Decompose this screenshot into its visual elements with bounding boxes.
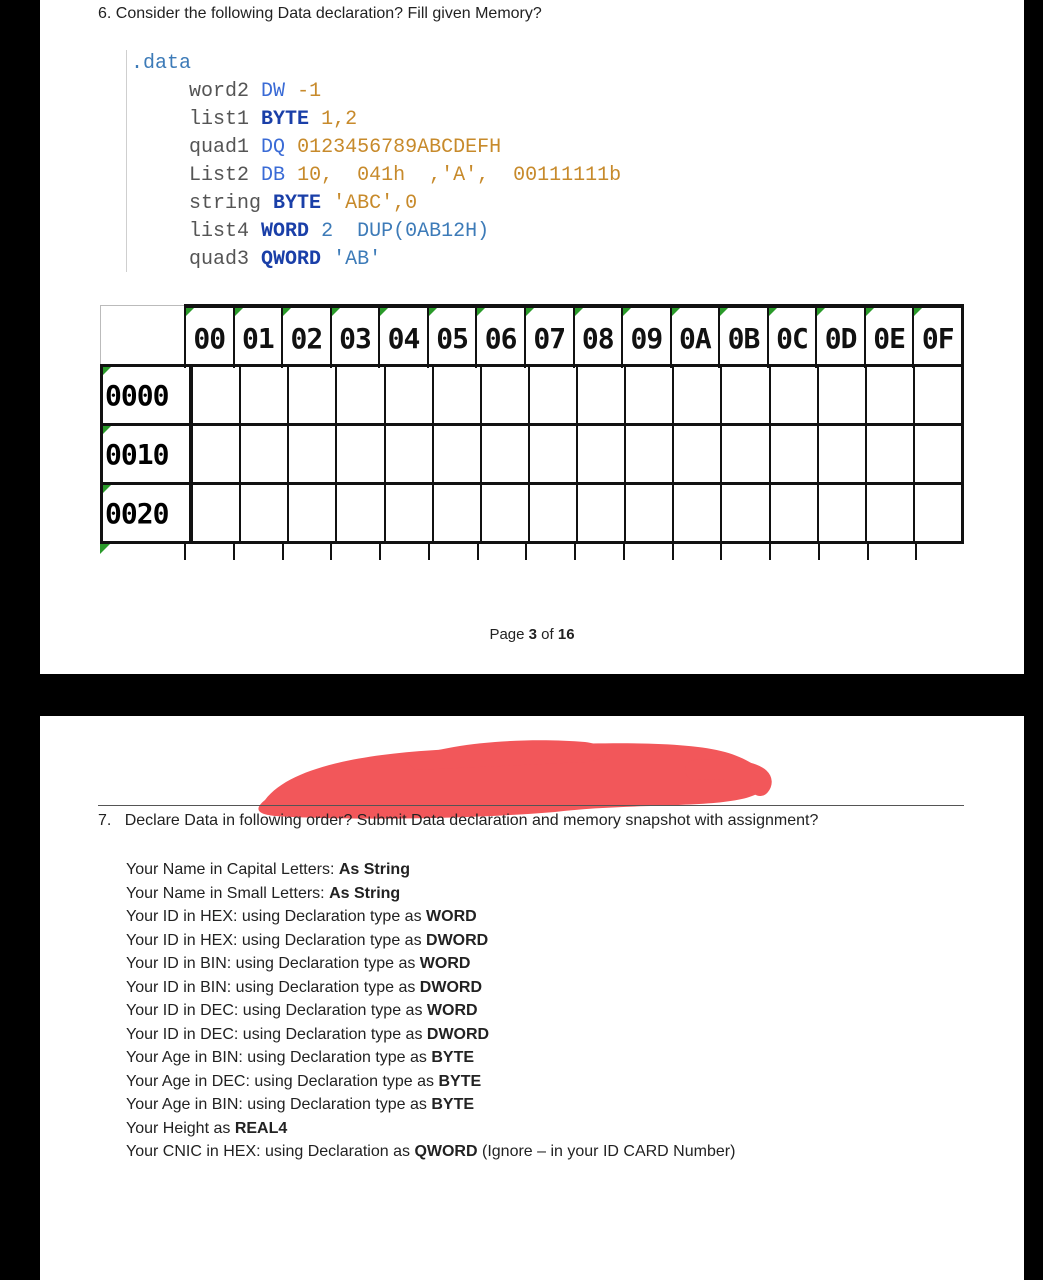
memory-cell bbox=[287, 367, 335, 423]
requirements-list bbox=[126, 858, 735, 1164]
requirement-item: Your ID in HEX: using Declaration type as DWORD bbox=[126, 931, 489, 949]
requirement-item: Your Age in BIN: using Declaration type as BYTE bbox=[126, 1096, 475, 1113]
memory-grid-bottom bbox=[100, 541, 964, 560]
memory-grid bbox=[100, 364, 964, 560]
memory-cell bbox=[432, 367, 480, 423]
memory-cell bbox=[672, 426, 720, 482]
memory-cell bbox=[913, 426, 964, 482]
requirement-item: Your Age in BIN: using Declaration type as BYTE bbox=[126, 1049, 475, 1066]
memory-cell bbox=[576, 426, 624, 482]
code-line: list1 BYTE 1,2 bbox=[189, 108, 358, 131]
memory-cell bbox=[624, 367, 672, 423]
column-header: 09 bbox=[621, 308, 670, 368]
memory-cell bbox=[287, 485, 335, 541]
memory-cell bbox=[769, 485, 817, 541]
row-address-label: 0000 bbox=[100, 367, 191, 423]
memory-cell bbox=[287, 426, 335, 482]
separator-line bbox=[98, 805, 964, 806]
memory-cell bbox=[624, 426, 672, 482]
column-header: 0D bbox=[815, 308, 864, 368]
column-header: 08 bbox=[573, 308, 622, 368]
memory-row bbox=[100, 482, 964, 541]
column-header: 0C bbox=[767, 308, 816, 368]
memory-cell bbox=[191, 485, 239, 541]
requirement-item: Your ID in BIN: using Declaration type as WORD bbox=[126, 955, 471, 972]
red-scribble-redaction bbox=[255, 730, 775, 822]
requirement-item: Your Height as REAL4 bbox=[126, 1119, 288, 1137]
memory-cell bbox=[335, 485, 383, 541]
code-line: quad3 QWORD 'AB' bbox=[189, 248, 382, 271]
memory-cell bbox=[239, 367, 287, 423]
table-corner bbox=[100, 305, 185, 365]
requirement-item: Your ID in DEC: using Declaration type as DWORD bbox=[126, 1025, 490, 1043]
requirement-item: Your CNIC in HEX: using Declaration as QWORD (Ignore – in your ID CARD Number) bbox=[126, 1143, 736, 1160]
memory-row bbox=[100, 423, 964, 482]
memory-cell bbox=[576, 485, 624, 541]
memory-cell bbox=[480, 367, 528, 423]
column-header: 0A bbox=[670, 308, 719, 368]
requirement-item: Your ID in DEC: using Declaration type as WORD bbox=[126, 1002, 478, 1019]
memory-cell bbox=[913, 367, 964, 423]
document-page-4 bbox=[40, 716, 1024, 1280]
memory-cell bbox=[432, 426, 480, 482]
memory-cell bbox=[528, 367, 576, 423]
memory-cell bbox=[769, 426, 817, 482]
question-7: 7. Declare Data in following order? Submit Data declaration and memory snapshot with assignment? bbox=[98, 812, 819, 829]
memory-cell bbox=[624, 485, 672, 541]
memory-cell bbox=[769, 367, 817, 423]
memory-cell bbox=[335, 367, 383, 423]
memory-cell bbox=[865, 367, 913, 423]
memory-cell bbox=[191, 367, 239, 423]
column-header: 02 bbox=[281, 308, 330, 368]
memory-cell bbox=[384, 367, 432, 423]
memory-cell bbox=[528, 426, 576, 482]
requirement-item: Your ID in HEX: using Declaration type as WORD bbox=[126, 908, 477, 925]
code-block bbox=[126, 50, 621, 272]
code-line: list4 WORD 2 DUP(0AB12H) bbox=[189, 220, 490, 243]
document-page-3 bbox=[40, 0, 1024, 674]
memory-column-header bbox=[184, 304, 964, 368]
memory-cell bbox=[817, 426, 865, 482]
memory-cell bbox=[817, 367, 865, 423]
column-header: 01 bbox=[233, 308, 282, 368]
memory-cell bbox=[335, 426, 383, 482]
memory-cell bbox=[720, 367, 768, 423]
memory-cell bbox=[720, 426, 768, 482]
data-directive: .data bbox=[131, 52, 192, 75]
requirement-item: Your ID in BIN: using Declaration type as DWORD bbox=[126, 978, 482, 996]
memory-cell bbox=[672, 485, 720, 541]
memory-cell bbox=[528, 485, 576, 541]
column-header: 04 bbox=[378, 308, 427, 368]
column-header: 0B bbox=[718, 308, 767, 368]
memory-cell bbox=[480, 485, 528, 541]
row-address-label: 0020 bbox=[100, 485, 191, 541]
column-header: 05 bbox=[427, 308, 476, 368]
column-header: 0E bbox=[864, 308, 913, 368]
column-header: 07 bbox=[524, 308, 573, 368]
requirement-item: Your Age in DEC: using Declaration type as BYTE bbox=[126, 1072, 482, 1090]
code-line: word2 DW -1 bbox=[189, 80, 322, 103]
memory-cell bbox=[720, 485, 768, 541]
memory-cell bbox=[576, 367, 624, 423]
column-header: 03 bbox=[330, 308, 379, 368]
row-address-label: 0010 bbox=[100, 426, 191, 482]
memory-cell bbox=[672, 367, 720, 423]
memory-cell bbox=[384, 426, 432, 482]
memory-cell bbox=[865, 485, 913, 541]
code-line: List2 DB 10, 041h ,'A', 00111111b bbox=[189, 164, 622, 187]
memory-cell bbox=[384, 485, 432, 541]
memory-cell bbox=[817, 485, 865, 541]
code-line: string BYTE 'ABC',0 bbox=[189, 192, 418, 215]
memory-cell bbox=[239, 485, 287, 541]
requirement-item: Your Name in Capital Letters: As String bbox=[126, 861, 410, 878]
page-number: Page 3 of 16 bbox=[489, 626, 575, 643]
memory-cell bbox=[239, 426, 287, 482]
column-header: 06 bbox=[475, 308, 524, 368]
column-header: 0F bbox=[912, 308, 964, 368]
memory-cell bbox=[432, 485, 480, 541]
code-line: quad1 DQ 0123456789ABCDEFH bbox=[189, 136, 502, 159]
requirement-item: Your Name in Small Letters: As String bbox=[126, 884, 401, 902]
column-header: 00 bbox=[184, 308, 233, 368]
memory-cell bbox=[480, 426, 528, 482]
question-6: 6. Consider the following Data declaration? Fill given Memory? bbox=[98, 5, 542, 22]
memory-row bbox=[100, 364, 964, 423]
memory-cell bbox=[865, 426, 913, 482]
memory-cell bbox=[913, 485, 964, 541]
memory-cell bbox=[191, 426, 239, 482]
